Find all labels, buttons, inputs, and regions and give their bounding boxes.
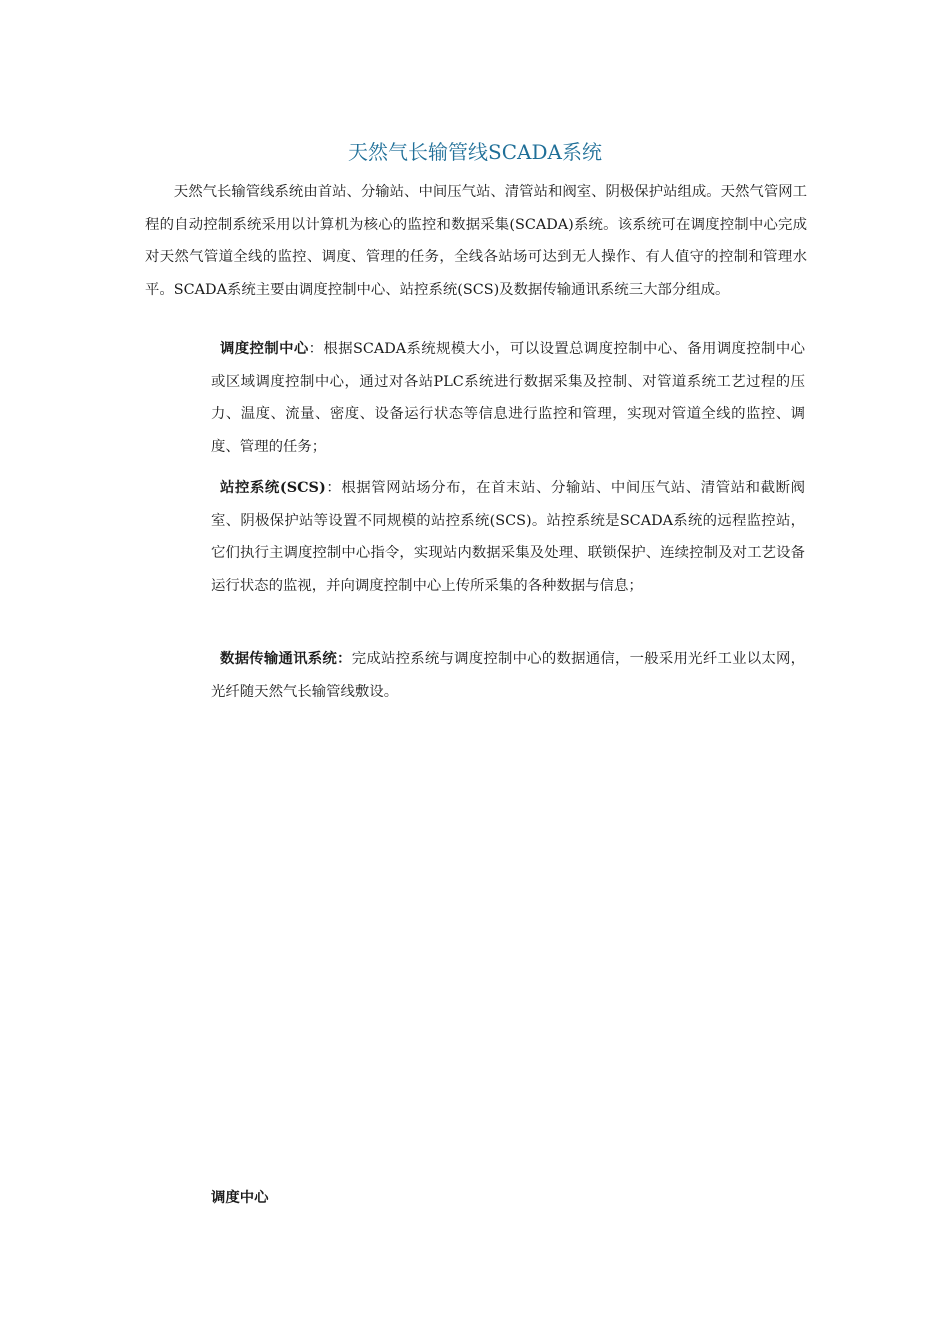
item-separator: ： xyxy=(308,341,324,357)
item-term: 调度控制中心 xyxy=(220,340,309,357)
item-term: 站控系统(SCS) xyxy=(220,479,326,496)
section-label-dispatch-center: 调度中心 xyxy=(211,1189,269,1206)
document-title: 天然气长输管线SCADA系统 xyxy=(348,140,602,164)
item-separator: ： xyxy=(325,480,342,496)
item-text: 完成站控系统与调度控制中心的数据通信，一般采用光纤工业以太网，光纤随天然气长输管线敷设。 xyxy=(211,651,805,700)
item-text: 根据管网站场分布，在首末站、分输站、中间压气站、清管站和截断阀室、阴极保护站等设置不同规模的站控系统(SCS)。站控系统是SCADA系统的远程监控站，它们执行主调度控制中心指令，实现站内数据采集及处理、联锁保护、连续控制及对工艺设备运行状态的监视，并向调度控制中心上传所采集的各种数据与信息； xyxy=(211,480,805,594)
intro-paragraph: 天然气长输管线系统由首站、分输站、中间压气站、清管站和阀室、阴极保护站组成。天然气管网工程的自动控制系统采用以计算机为核心的监控和数据采集(SCADA)系统。该系统可在调度控制中心完成对天然气管道全线的监控、调度、管理的任务，全线各站场可达到无人操作、有人值守的控制和管理水平。SCADA系统主要由调度控制中心、站控系统(SCS)及数据传输通讯系统三大部分组成。 xyxy=(145,184,807,298)
item-station-control-system xyxy=(211,472,805,602)
item-data-transmission-system xyxy=(211,643,805,708)
item-term: 数据传输通讯系统： xyxy=(220,650,352,667)
item-dispatch-control-center xyxy=(211,333,805,463)
item-text: 根据SCADA系统规模大小，可以设置总调度控制中心、备用调度控制中心或区域调度控制中心，通过对各站PLC系统进行数据采集及控制、对管道系统工艺过程的压力、温度、流量、密度、设备运行状态等信息进行监控和管理，实现对管道全线的监控、调度、管理的任务； xyxy=(211,341,805,455)
